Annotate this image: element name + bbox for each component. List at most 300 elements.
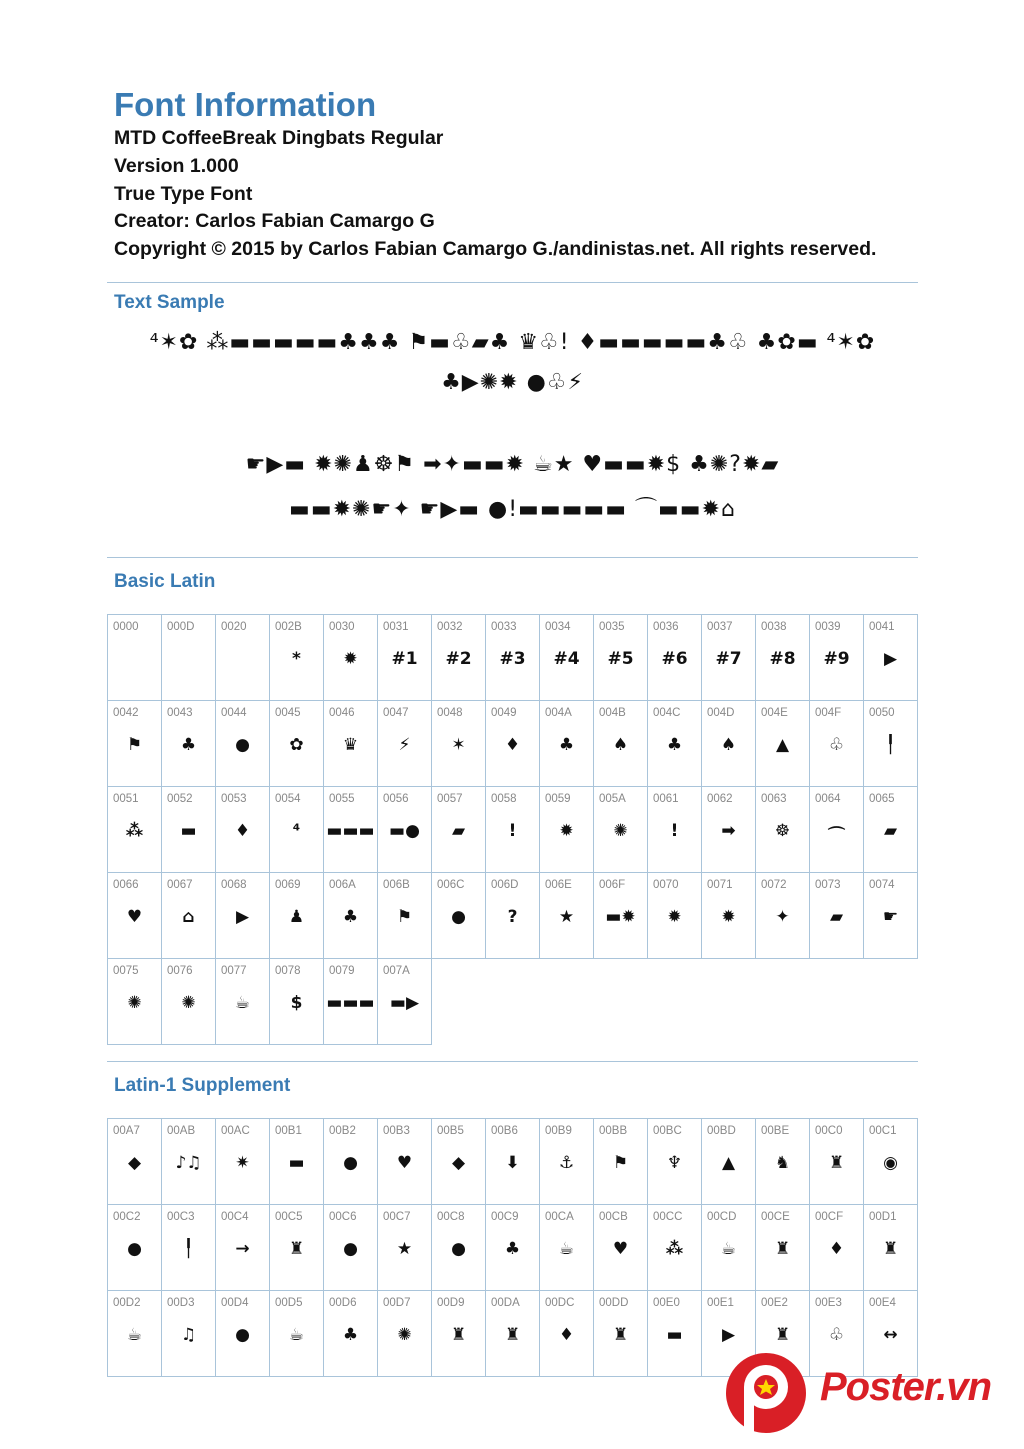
glyph-cell: [432, 615, 486, 701]
glyph-preview: ●: [451, 907, 466, 927]
glyph-cell: [864, 1205, 918, 1291]
glyph-code: 0051: [113, 793, 139, 805]
glyph-code: 000D: [167, 621, 195, 633]
glyph-cell: [216, 1119, 270, 1205]
glyph-preview: ✺: [397, 1325, 412, 1345]
glyph-preview: $: [290, 993, 303, 1013]
glyph-cell: [108, 959, 162, 1045]
glyph-preview: #1: [391, 649, 418, 669]
glyph-code: 004D: [707, 707, 735, 719]
glyph-cell: [756, 615, 810, 701]
page-title: Font Information: [114, 86, 377, 123]
glyph-cell: [324, 701, 378, 787]
glyph-cell: [810, 1205, 864, 1291]
glyph-preview: ☕: [720, 1239, 737, 1259]
glyph-cell: [864, 701, 918, 787]
glyph-cell: [756, 1205, 810, 1291]
glyph-cell: [324, 1291, 378, 1377]
glyph-cell: [216, 873, 270, 959]
glyph-code: 007A: [383, 965, 410, 977]
glyph-code: 0058: [491, 793, 517, 805]
glyph-code: 004C: [653, 707, 681, 719]
glyph-code: 0000: [113, 621, 139, 633]
glyph-code: 0041: [869, 621, 895, 633]
glyph-preview: ▲: [775, 735, 790, 755]
sample-line: ☛▶▬ ✹✺♟☸⚑ ➡✦▬▬✹ ☕★ ♥▬▬✹$ ♣✺?✹▰: [245, 452, 780, 477]
glyph-preview: ☸: [774, 821, 791, 841]
glyph-code: 0055: [329, 793, 355, 805]
glyph-preview: ╿: [183, 1239, 194, 1259]
glyph-preview: ●: [235, 1325, 250, 1345]
glyph-preview: ⁂: [665, 1239, 684, 1259]
glyph-code: 0059: [545, 793, 571, 805]
glyph-preview: ✺: [181, 993, 196, 1013]
glyph-preview: ★: [558, 907, 575, 927]
glyph-code: 00D1: [869, 1211, 897, 1223]
glyph-preview: ✺: [613, 821, 628, 841]
glyph-cell: [594, 615, 648, 701]
glyph-cell: [216, 1205, 270, 1291]
glyph-preview: ▶: [235, 907, 250, 927]
glyph-preview: ✹: [721, 907, 736, 927]
sample-line: ⁴✶✿ ⁂▬▬▬▬▬♣♣♣ ⚑▬♧▰♣ ♛♧! ♦▬▬▬▬▬♣♧ ♣✿▬ ⁴✶✿: [149, 330, 876, 355]
glyph-code: 0065: [869, 793, 895, 805]
glyph-code: 0073: [815, 879, 841, 891]
glyph-cell: [648, 1291, 702, 1377]
glyph-cell: [864, 1119, 918, 1205]
glyph-cell: [756, 701, 810, 787]
glyph-cell: [378, 959, 432, 1045]
glyph-code: 00C3: [167, 1211, 195, 1223]
glyph-code: 00E3: [815, 1297, 842, 1309]
glyph-preview: ●: [235, 735, 250, 755]
glyph-code: 0057: [437, 793, 463, 805]
glyph-cell: [486, 1291, 540, 1377]
glyph-preview: ⚡: [398, 735, 411, 755]
glyph-preview: #6: [661, 649, 688, 669]
glyph-cell: [594, 1119, 648, 1205]
glyph-code: 005A: [599, 793, 626, 805]
glyph-code: 00C6: [329, 1211, 357, 1223]
glyph-preview: ♜: [612, 1325, 629, 1345]
glyph-cell: [108, 787, 162, 873]
sample-line: ♣▶✺✹ ●♧⚡: [441, 370, 584, 395]
empty-cell: [540, 959, 594, 1045]
glyph-code: 004A: [545, 707, 572, 719]
glyph-cell: [486, 873, 540, 959]
glyph-preview: ▰: [829, 907, 844, 927]
glyph-cell: [378, 615, 432, 701]
glyph-code: 0034: [545, 621, 571, 633]
glyph-code: 00DC: [545, 1297, 575, 1309]
glyph-code: 00BC: [653, 1125, 682, 1137]
glyph-preview: ♜: [828, 1153, 845, 1173]
glyph-cell: [540, 873, 594, 959]
glyph-preview: ♥: [612, 1239, 629, 1259]
glyph-preview: ♫: [180, 1325, 197, 1345]
glyph-cell: [270, 701, 324, 787]
glyph-cell: [648, 701, 702, 787]
glyph-code: 00C1: [869, 1125, 897, 1137]
glyph-preview: ⌒: [828, 826, 845, 846]
glyph-cell: [702, 1119, 756, 1205]
sample-line: ▬▬✹✺☛✦ ☛▶▬ ●!▬▬▬▬▬ ⌒▬▬✹⌂: [289, 497, 736, 522]
table-row: [108, 959, 918, 1045]
glyph-code: 0042: [113, 707, 139, 719]
glyph-code: 00C5: [275, 1211, 303, 1223]
empty-cell: [594, 959, 648, 1045]
glyph-preview: ♣: [342, 1325, 359, 1345]
basic-latin-grid: [107, 614, 918, 1045]
glyph-preview: ▬▶: [389, 993, 420, 1013]
glyph-cell: [270, 959, 324, 1045]
glyph-cell: [540, 1291, 594, 1377]
glyph-code: 0079: [329, 965, 355, 977]
glyph-code: 00D9: [437, 1297, 465, 1309]
glyph-preview: ✶: [451, 735, 466, 755]
divider: [107, 282, 918, 283]
glyph-cell: [810, 701, 864, 787]
glyph-preview: ♣: [180, 735, 197, 755]
glyph-code: 00CB: [599, 1211, 628, 1223]
glyph-preview: →: [235, 1239, 250, 1259]
glyph-cell: [108, 1291, 162, 1377]
glyph-code: 0063: [761, 793, 787, 805]
glyph-cell: [162, 873, 216, 959]
glyph-code: 00D4: [221, 1297, 249, 1309]
glyph-preview: #2: [445, 649, 472, 669]
glyph-preview: ◆: [127, 1153, 142, 1173]
glyph-cell: [540, 1205, 594, 1291]
glyph-preview: ▶: [721, 1325, 736, 1345]
glyph-preview: ⁂: [125, 821, 144, 841]
glyph-preview: ▰: [883, 821, 898, 841]
glyph-preview: #5: [607, 649, 634, 669]
glyph-cell: [486, 787, 540, 873]
glyph-preview: ♜: [450, 1325, 467, 1345]
glyph-cell: [108, 701, 162, 787]
glyph-code: 00DA: [491, 1297, 520, 1309]
glyph-code: 0033: [491, 621, 517, 633]
empty-cell: [756, 959, 810, 1045]
glyph-code: 0066: [113, 879, 139, 891]
glyph-preview: ♜: [774, 1325, 791, 1345]
glyph-cell: [324, 873, 378, 959]
glyph-code: 0076: [167, 965, 193, 977]
glyph-code: 00BD: [707, 1125, 736, 1137]
glyph-preview: ♆: [666, 1153, 683, 1173]
glyph-code: 0072: [761, 879, 787, 891]
glyph-preview: ▬: [288, 1153, 305, 1173]
glyph-preview: ⁴: [292, 821, 301, 841]
glyph-cell: [270, 787, 324, 873]
glyph-cell: [756, 787, 810, 873]
glyph-code: 00B1: [275, 1125, 302, 1137]
glyph-cell: [486, 701, 540, 787]
glyph-preview: ♣: [504, 1239, 521, 1259]
glyph-preview: ▬▬▬: [326, 821, 375, 841]
glyph-code: 0030: [329, 621, 355, 633]
glyph-preview: !: [508, 821, 517, 841]
glyph-preview: ♣: [558, 735, 575, 755]
glyph-cell: [378, 1205, 432, 1291]
glyph-preview: ☕: [126, 1325, 143, 1345]
glyph-code: 0071: [707, 879, 733, 891]
latin1-supplement-grid: [107, 1118, 918, 1377]
glyph-cell: [162, 1205, 216, 1291]
glyph-code: 00A7: [113, 1125, 140, 1137]
glyph-preview: ⚑: [126, 735, 143, 755]
glyph-preview: #9: [823, 649, 850, 669]
font-copyright: Copyright © 2015 by Carlos Fabian Camargo G./andinistas.net. All rights reserved.: [114, 238, 877, 260]
glyph-preview: ♜: [882, 1239, 899, 1259]
glyph-code: 00C0: [815, 1125, 843, 1137]
glyph-preview: ♛: [342, 735, 359, 755]
glyph-cell: [648, 873, 702, 959]
glyph-code: 0046: [329, 707, 355, 719]
glyph-code: 0035: [599, 621, 625, 633]
glyph-cell: [648, 615, 702, 701]
glyph-preview: ▬▬▬: [326, 993, 375, 1013]
glyph-code: 006E: [545, 879, 572, 891]
glyph-cell: [594, 1291, 648, 1377]
table-row: [108, 701, 918, 787]
glyph-code: 00CF: [815, 1211, 844, 1223]
glyph-code: 0067: [167, 879, 193, 891]
glyph-preview: ♪♫: [175, 1153, 202, 1173]
glyph-preview: ➡: [721, 821, 736, 841]
glyph-preview: #3: [499, 649, 526, 669]
glyph-preview: ♜: [774, 1239, 791, 1259]
glyph-cell: [594, 1205, 648, 1291]
glyph-code: 00BE: [761, 1125, 790, 1137]
glyph-cell: [378, 1119, 432, 1205]
glyph-cell: [270, 1291, 324, 1377]
glyph-preview: ╿: [885, 735, 896, 755]
glyph-cell: [378, 1291, 432, 1377]
glyph-code: 00BB: [599, 1125, 628, 1137]
glyph-cell: [162, 1119, 216, 1205]
glyph-code: 00CD: [707, 1211, 737, 1223]
glyph-code: 00AB: [167, 1125, 196, 1137]
empty-cell: [432, 959, 486, 1045]
glyph-cell: [432, 1205, 486, 1291]
glyph-cell: [432, 1291, 486, 1377]
glyph-code: 006C: [437, 879, 465, 891]
glyph-preview: ☕: [234, 993, 251, 1013]
glyph-code: 004E: [761, 707, 788, 719]
glyph-preview: ♦: [828, 1239, 845, 1259]
glyph-preview: ♟: [288, 907, 305, 927]
glyph-code: 00C9: [491, 1211, 519, 1223]
glyph-preview: ☕: [288, 1325, 305, 1345]
glyph-code: 006F: [599, 879, 626, 891]
empty-cell: [702, 959, 756, 1045]
glyph-preview: #4: [553, 649, 580, 669]
glyph-cell: [540, 701, 594, 787]
glyph-code: 00D6: [329, 1297, 357, 1309]
glyph-preview: ◉: [883, 1153, 898, 1173]
glyph-code: 00CE: [761, 1211, 790, 1223]
glyph-preview: #8: [769, 649, 796, 669]
divider: [107, 557, 918, 558]
divider: [107, 1061, 918, 1062]
glyph-code: 0053: [221, 793, 247, 805]
glyph-code: 0054: [275, 793, 301, 805]
glyph-code: 0064: [815, 793, 841, 805]
glyph-code: 0020: [221, 621, 247, 633]
glyph-code: 00CC: [653, 1211, 683, 1223]
watermark-text: Poster.vn: [820, 1365, 992, 1409]
glyph-code: 0047: [383, 707, 409, 719]
glyph-cell: [108, 615, 162, 701]
glyph-preview: ♧: [828, 1325, 845, 1345]
glyph-cell: [702, 787, 756, 873]
glyph-code: 00AC: [221, 1125, 250, 1137]
glyph-code: 0078: [275, 965, 301, 977]
glyph-cell: [648, 1119, 702, 1205]
glyph-preview: ●: [451, 1239, 466, 1259]
glyph-cell: [162, 615, 216, 701]
glyph-preview: ◆: [451, 1153, 466, 1173]
glyph-code: 00B9: [545, 1125, 572, 1137]
glyph-code: 00B5: [437, 1125, 464, 1137]
glyph-code: 00C8: [437, 1211, 465, 1223]
glyph-preview: ♜: [288, 1239, 305, 1259]
glyph-cell: [378, 873, 432, 959]
glyph-cell: [432, 787, 486, 873]
glyph-preview: ⚓: [558, 1153, 575, 1173]
glyph-cell: [324, 1119, 378, 1205]
glyph-cell: [702, 1205, 756, 1291]
glyph-preview: ♠: [612, 735, 629, 755]
font-type: True Type Font: [114, 183, 253, 205]
empty-cell: [486, 959, 540, 1045]
glyph-code: 0037: [707, 621, 733, 633]
glyph-code: 0050: [869, 707, 895, 719]
glyph-code: 0039: [815, 621, 841, 633]
glyph-code: 0049: [491, 707, 517, 719]
glyph-preview: ♥: [396, 1153, 413, 1173]
glyph-cell: [324, 787, 378, 873]
poster-logo-icon: [720, 1343, 820, 1443]
glyph-code: 0032: [437, 621, 463, 633]
glyph-cell: [108, 873, 162, 959]
glyph-code: 0069: [275, 879, 301, 891]
glyph-cell: [270, 873, 324, 959]
glyph-preview: ●: [127, 1239, 142, 1259]
glyph-cell: [432, 1119, 486, 1205]
glyph-code: 00D5: [275, 1297, 303, 1309]
table-row: [108, 615, 918, 701]
glyph-preview: *: [292, 649, 301, 669]
glyph-code: 006D: [491, 879, 519, 891]
glyph-preview: ⚑: [612, 1153, 629, 1173]
basic-latin-title: Basic Latin: [114, 571, 216, 592]
glyph-cell: [540, 615, 594, 701]
glyph-preview: ✹: [559, 821, 574, 841]
glyph-code: 00C4: [221, 1211, 249, 1223]
glyph-code: 00E4: [869, 1297, 896, 1309]
glyph-code: 0036: [653, 621, 679, 633]
glyph-preview: ▬: [666, 1325, 683, 1345]
glyph-cell: [270, 1205, 324, 1291]
glyph-code: 002B: [275, 621, 302, 633]
glyph-code: 00CA: [545, 1211, 574, 1223]
glyph-code: 00B3: [383, 1125, 410, 1137]
glyph-preview: ♠: [720, 735, 737, 755]
glyph-cell: [270, 1119, 324, 1205]
glyph-preview: ▬✹: [605, 907, 636, 927]
glyph-cell: [648, 787, 702, 873]
glyph-cell: [594, 873, 648, 959]
glyph-preview: ♥: [126, 907, 143, 927]
glyph-cell: [216, 959, 270, 1045]
empty-cell: [864, 959, 918, 1045]
latin1-title: Latin-1 Supplement: [114, 1075, 291, 1096]
glyph-preview: ▬●: [389, 821, 420, 841]
glyph-cell: [702, 615, 756, 701]
glyph-cell: [216, 701, 270, 787]
glyph-code: 0062: [707, 793, 733, 805]
glyph-cell: [810, 787, 864, 873]
glyph-code: 00D3: [167, 1297, 195, 1309]
glyph-cell: [540, 1119, 594, 1205]
glyph-code: 0068: [221, 879, 247, 891]
glyph-code: 00B2: [329, 1125, 356, 1137]
glyph-code: 00D7: [383, 1297, 411, 1309]
glyph-cell: [702, 701, 756, 787]
glyph-cell: [378, 787, 432, 873]
glyph-code: 0045: [275, 707, 301, 719]
table-row: [108, 873, 918, 959]
glyph-code: 006B: [383, 879, 410, 891]
glyph-cell: [540, 787, 594, 873]
font-name: MTD CoffeeBreak Dingbats Regular: [114, 127, 444, 149]
glyph-preview: ▰: [451, 821, 466, 841]
glyph-preview: ▲: [721, 1153, 736, 1173]
glyph-code: 00E2: [761, 1297, 788, 1309]
glyph-preview: ▬: [180, 821, 197, 841]
glyph-preview: ♦: [504, 735, 521, 755]
glyph-cell: [324, 1205, 378, 1291]
glyph-cell: [486, 1119, 540, 1205]
glyph-code: 00E1: [707, 1297, 734, 1309]
glyph-cell: [162, 1291, 216, 1377]
glyph-preview: ⌂: [182, 907, 195, 927]
empty-cell: [810, 959, 864, 1045]
glyph-code: 00D2: [113, 1297, 141, 1309]
glyph-code: 004F: [815, 707, 842, 719]
glyph-cell: [594, 701, 648, 787]
glyph-cell: [594, 787, 648, 873]
glyph-cell: [270, 615, 324, 701]
glyph-preview: ✹: [343, 649, 358, 669]
glyph-cell: [216, 1291, 270, 1377]
glyph-cell: [108, 1205, 162, 1291]
glyph-cell: [162, 701, 216, 787]
glyph-code: 0044: [221, 707, 247, 719]
glyph-preview: ✦: [775, 907, 790, 927]
glyph-code: 00C2: [113, 1211, 141, 1223]
font-version: Version 1.000: [114, 155, 239, 177]
glyph-preview: ✹: [667, 907, 682, 927]
glyph-cell: [432, 873, 486, 959]
glyph-cell: [702, 873, 756, 959]
glyph-code: 0074: [869, 879, 895, 891]
glyph-cell: [810, 615, 864, 701]
glyph-preview: ★: [396, 1239, 413, 1259]
